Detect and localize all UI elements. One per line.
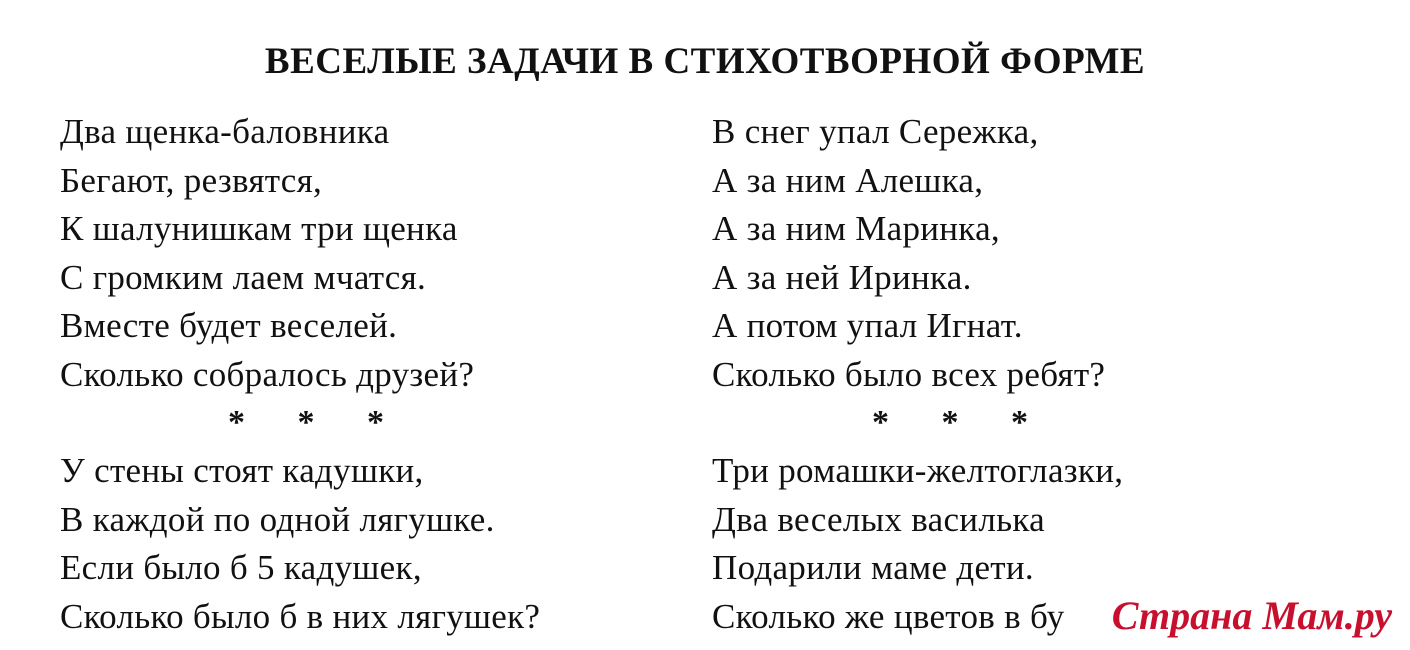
poem-line: Вместе будет веселей. xyxy=(60,306,398,345)
poem-children-snow xyxy=(712,108,1402,399)
poem-line: А за ним Маринка, xyxy=(712,209,1000,248)
poem-line: В каждой по одной лягушке. xyxy=(60,499,495,539)
page-title: ВЕСЕЛЫЕ ЗАДАЧИ В СТИХОТВОРНОЙ ФОРМЕ xyxy=(264,41,1146,82)
poem-line: Сколько же цветов в бу xyxy=(712,596,1065,636)
poem-line: Бегают, резвятся, xyxy=(60,160,323,200)
poem-puppies xyxy=(60,108,680,399)
left-column xyxy=(60,108,680,641)
poem-line: А потом упал Игнат. xyxy=(712,306,1023,345)
poem-line: Два щенка-баловника xyxy=(60,112,390,151)
right-column xyxy=(712,108,1402,641)
poem-line: Два веселых василька xyxy=(712,499,1045,539)
poem-line: А за ней Иринка. xyxy=(712,257,972,297)
poem-line: Если было б 5 кадушек, xyxy=(60,548,422,587)
poem-line: А за ним Алешка, xyxy=(712,160,984,200)
poem-line: Сколько собралось друзей? xyxy=(60,354,475,394)
poem-line: В снег упал Сережка, xyxy=(712,112,1039,151)
poem-line: Подарили маме дети. xyxy=(712,548,1034,587)
site-watermark-logo: Страна Мам.ру xyxy=(1108,594,1396,638)
poem-line: Три ромашки-желтоглазки, xyxy=(712,451,1124,490)
asterisk-separator: * * * xyxy=(228,404,406,441)
poem-line: У стены стоят кадушки, xyxy=(60,451,424,490)
poem-line: С громким лаем мчатся. xyxy=(60,257,427,297)
poem-line: Сколько было б в них лягушек? xyxy=(60,596,541,636)
poem-line: Сколько было всех ребят? xyxy=(712,354,1106,394)
asterisk-separator: * * * xyxy=(872,404,1050,441)
poem-frogs xyxy=(60,447,680,641)
poem-line: К шалунишкам три щенка xyxy=(60,209,458,248)
